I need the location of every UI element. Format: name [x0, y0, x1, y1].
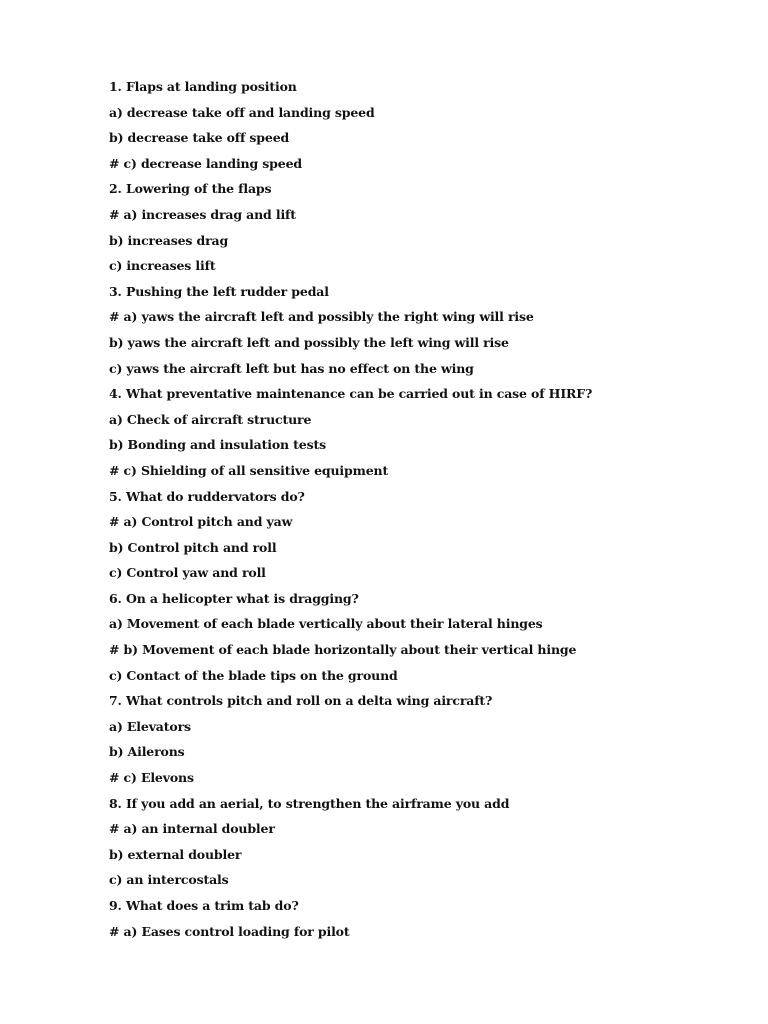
question-3-title: 3. Pushing the left rudder pedal	[109, 283, 329, 299]
question-6-title: 6. On a helicopter what is dragging?	[109, 590, 359, 606]
question-7-option-b: b) Ailerons	[109, 744, 185, 760]
question-7-title: 7. What controls pitch and roll on a delta wing aircraft?	[109, 693, 493, 709]
question-2-option-a: # a) increases drag and lift	[109, 206, 296, 222]
question-6-option-b: # b) Movement of each blade horizontally about their vertical hinge	[109, 642, 577, 658]
question-8-title: 8. If you add an aerial, to strengthen the airframe you add	[109, 795, 510, 811]
question-8-option-c: c) an intercostals	[109, 872, 229, 888]
question-list	[109, 77, 729, 947]
question-4-option-a: a) Check of aircraft structure	[109, 411, 312, 427]
question-6-option-c: c) Contact of the blade tips on the ground	[109, 667, 398, 683]
question-1-option-b: b) decrease take off speed	[109, 130, 290, 146]
question-5-title: 5. What do ruddervators do?	[109, 488, 305, 504]
question-6-option-a: a) Movement of each blade vertically about their lateral hinges	[109, 616, 543, 632]
question-7-option-c: # c) Elevons	[109, 770, 194, 786]
question-5-option-b: b) Control pitch and roll	[109, 539, 277, 555]
question-3-option-a: # a) yaws the aircraft left and possibly the right wing will rise	[109, 309, 534, 325]
question-1-option-a: a) decrease take off and landing speed	[109, 104, 375, 120]
question-8-option-a: # a) an internal doubler	[109, 821, 275, 837]
question-9-title: 9. What does a trim tab do?	[109, 898, 299, 913]
question-3-option-c: c) yaws the aircraft left but has no effect on the wing	[109, 360, 474, 376]
question-4-option-c: # c) Shielding of all sensitive equipment	[109, 462, 389, 478]
question-1-title: 1. Flaps at landing position	[109, 79, 297, 94]
question-2-option-c: c) increases lift	[109, 258, 216, 274]
question-2-title: 2. Lowering of the flaps	[109, 181, 272, 197]
question-9-option-a: # a) Eases control loading for pilot	[109, 923, 350, 939]
question-5-option-a: # a) Control pitch and yaw	[109, 514, 293, 530]
question-1-option-c: # c) decrease landing speed	[109, 155, 302, 171]
question-4-title: 4. What preventative maintenance can be carried out in case of HIRF?	[109, 386, 593, 402]
question-2-option-b: b) increases drag	[109, 232, 229, 248]
question-8-option-b: b) external doubler	[109, 846, 242, 862]
question-5-option-c: c) Control yaw and roll	[109, 565, 266, 581]
question-3-option-b: b) yaws the aircraft left and possibly the left wing will rise	[109, 334, 509, 350]
question-7-option-a: a) Elevators	[109, 718, 191, 734]
question-4-option-b: b) Bonding and insulation tests	[109, 437, 326, 453]
